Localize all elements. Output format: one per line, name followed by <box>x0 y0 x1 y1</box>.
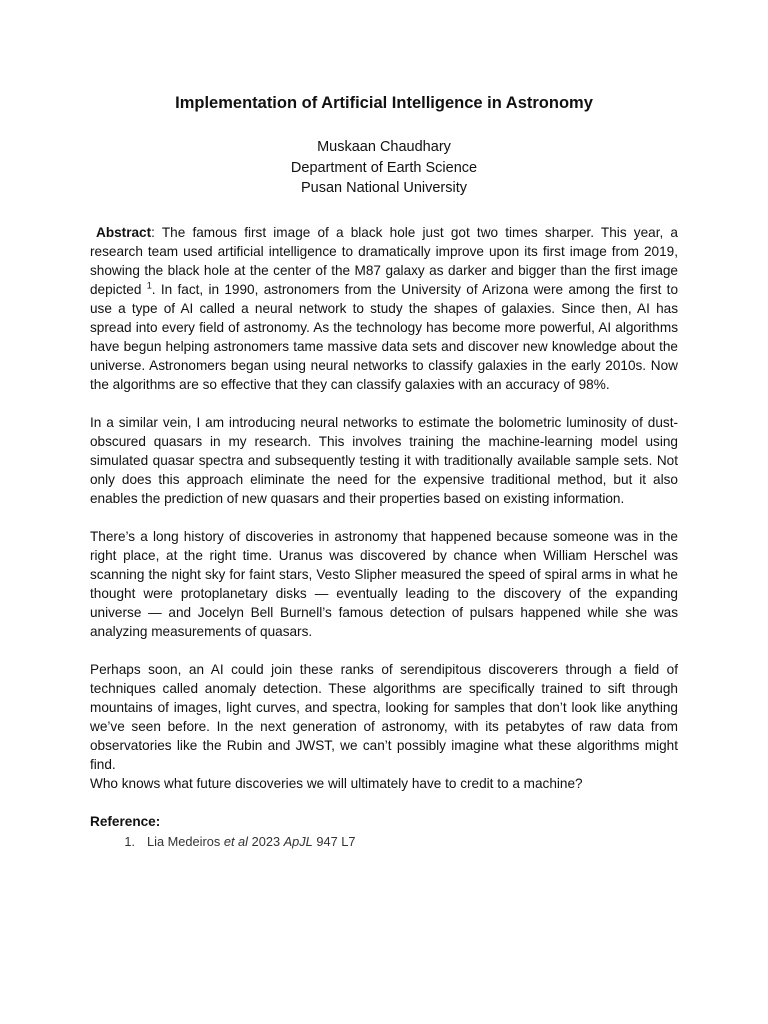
reference-author: Lia Medeiros <box>147 833 224 849</box>
abstract-text-part2: . In fact, in 1990, astronomers from the University of Arizona were among the first to use a type of AI called a neural network to study the shapes of galaxies. Since then, AI has spread into every field of astronomy. As the technology has become more powerful, AI algorithms have begun helping astronomers tame massive data sets and discover new knowledge about the universe. Astronomers began using neural networks to classify galaxies in the early 2010s. Now the algorithms are so effective that they can classify galaxies with an accuracy of 98%. <box>90 281 678 392</box>
document-page <box>90 93 678 851</box>
author-department: Department of Earth Science <box>290 159 478 176</box>
author-name: Muskaan Chaudhary <box>317 139 451 155</box>
abstract-label: Abstract <box>96 224 152 240</box>
author-block <box>90 137 678 199</box>
citation-superscript: 1 <box>146 279 152 290</box>
reference-year: 2023 <box>248 833 284 849</box>
paper-title: Implementation of Artificial Intelligence in Astronomy <box>175 94 593 112</box>
abstract-text-part1: : The famous first image of a black hole just got two times sharper. This year, a research team used artificial intelligence to dramatically improve upon its first image from 2019, showing the black hole at the center of the M87 galaxy as darker and bigger than the first image depicted <box>90 224 678 297</box>
reference-journal: ApJL <box>283 833 313 849</box>
reference-etal: et al <box>223 833 249 849</box>
references-heading: Reference: <box>90 813 161 829</box>
reference-item <box>90 832 678 851</box>
body-paragraph-1: In a similar vein, I am introducing neural networks to estimate the bolometric luminosity of dust-obscured quasars in my research. This involves training the machine-learning model using simulated quasar spectra and subsequently testing it with traditionally available sample sets. Not only does this approach eliminate the need for the expensive traditional method, but it also enables the prediction of new quasars and their properties based on existing information. <box>90 414 678 506</box>
author-university: Pusan National University <box>300 180 468 196</box>
body-paragraph-3: Perhaps soon, an AI could join these ranks of serendipitous discoverers through a field of techniques called anomaly detection. These algorithms are specifically trained to sift through mountains of images, light curves, and spectra, looking for samples that don’t look like anything we’ve seen before. In the next generation of astronomy, with its petabytes of raw data from observatories like the Rubin and JWST, we can’t possibly imagine what these algorithms might find. <box>90 661 678 772</box>
reference-text <box>135 832 356 851</box>
body-paragraph-4: Who knows what future discoveries we will ultimately have to credit to a machine? <box>90 775 583 791</box>
reference-number: 1. <box>124 833 135 849</box>
references-list <box>90 832 678 851</box>
abstract-paragraph <box>90 223 678 394</box>
paper-body <box>90 223 678 851</box>
reference-volume: 947 L7 <box>312 833 356 849</box>
body-paragraph-2: There’s a long history of discoveries in astronomy that happened because someone was in the right place, at the right time. Uranus was discovered by chance when William Herschel was scanning the night sky for faint stars, Vesto Slipher measured the speed of spiral arms in what he thought were protoplanetary disks — eventually leading to the discovery of the expanding universe — and Jocelyn Bell Burnell’s famous detection of pulsars happened while she was analyzing measurements of quasars. <box>90 528 678 639</box>
